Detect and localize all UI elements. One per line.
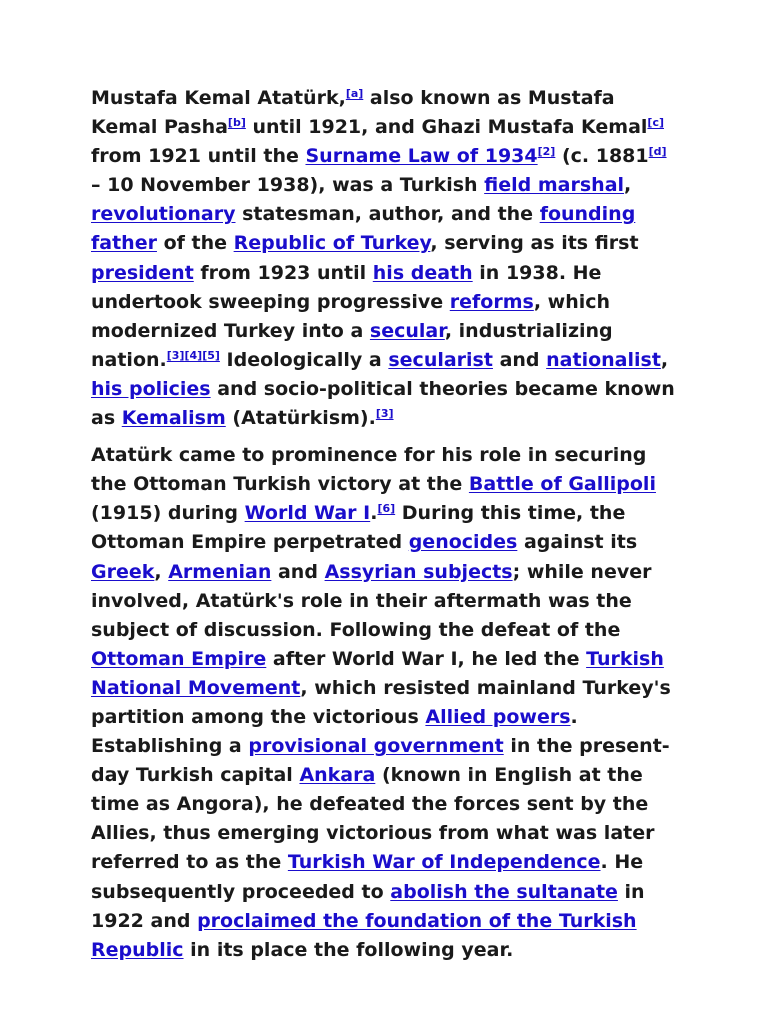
text-run: During this time, the Ottoman Empire perpetrated <box>91 502 626 554</box>
text-run: also known as Mustafa Kemal Pasha <box>91 87 615 139</box>
text-run: in 1922 and <box>91 880 645 932</box>
link-turkish-war-of-independence[interactable]: Turkish War of Independence <box>287 851 601 874</box>
text-run: , <box>660 348 669 371</box>
link-turkish-national-movement[interactable]: Turkish National Movement <box>91 647 664 699</box>
text-run: from 1923 until <box>193 261 373 284</box>
citation-link[interactable]: [2] <box>537 145 556 159</box>
text-run: statesman, author, and the <box>235 203 540 226</box>
text-run: of the <box>156 232 234 255</box>
link-nationalist[interactable]: nationalist <box>546 348 661 371</box>
paragraph <box>91 84 681 433</box>
text-run: . Establishing a <box>91 705 578 758</box>
text-run: , which resisted mainland Turkey's partition among the victorious <box>91 676 671 728</box>
text-run: (1915) during <box>91 502 245 525</box>
link-surname-law-of-1934[interactable]: Surname Law of 1934 <box>305 145 538 168</box>
text-run: Mustafa Kemal Atatürk, <box>91 87 346 109</box>
link-kemalism[interactable]: Kemalism <box>121 407 226 430</box>
text-run: in the present-day Turkish capital <box>91 735 670 787</box>
text-run: . <box>370 502 378 525</box>
link-revolutionary[interactable]: revolutionary <box>91 203 236 226</box>
text-run: in 1938. He undertook sweeping progressive <box>91 261 602 313</box>
text-run: in its place the following year. <box>183 938 514 961</box>
text-run: , which modernized Turkey into a <box>91 290 611 342</box>
link-provisional-government[interactable]: provisional government <box>248 735 504 758</box>
link-genocides[interactable]: genocides <box>408 531 518 554</box>
link-secular[interactable]: secular <box>369 319 445 342</box>
text-run: , <box>154 560 169 583</box>
text-run: and <box>492 348 547 371</box>
article-body <box>91 84 681 973</box>
text-run: (Atatürkism). <box>225 407 376 430</box>
citation <box>202 349 220 362</box>
citation-link[interactable]: [d] <box>648 145 667 159</box>
text-run: , industrializing nation. <box>91 319 613 371</box>
link-ankara[interactable]: Ankara <box>299 764 376 787</box>
citation-link[interactable]: [4] <box>184 348 203 362</box>
text-run: Ideologically a <box>219 348 389 371</box>
link-secularist[interactable]: secularist <box>388 348 493 371</box>
link-field-marshal[interactable]: field marshal <box>484 174 625 197</box>
link-his-death[interactable]: his death <box>372 261 473 284</box>
link-ottoman-empire[interactable]: Ottoman Empire <box>91 647 267 670</box>
link-assyrian-subjects[interactable]: Assyrian subjects <box>324 560 513 583</box>
citation-link[interactable]: [c] <box>647 116 664 130</box>
link-armenian[interactable]: Armenian <box>168 560 272 583</box>
link-his-policies[interactable]: his policies <box>91 377 211 400</box>
citation <box>377 502 395 515</box>
citation <box>647 116 664 129</box>
text-run: , <box>624 174 632 197</box>
link-greek[interactable]: Greek <box>91 560 155 583</box>
text-run: from 1921 until the <box>91 145 306 168</box>
citation-link[interactable]: [a] <box>345 87 364 100</box>
citation-link[interactable]: [3] <box>375 407 394 421</box>
text-run: and socio-political theories became known as <box>91 377 675 430</box>
citation-link[interactable]: [6] <box>377 502 396 516</box>
text-run: ; while never involved, Atatürk's role in their aftermath was the subject of discussion. Following the defeat of the <box>91 560 652 641</box>
citation-link[interactable]: [b] <box>227 116 246 130</box>
link-president[interactable]: president <box>91 261 194 284</box>
text-run: – 10 November 1938), was a Turkish <box>91 174 485 197</box>
citation <box>228 116 246 129</box>
text-run: Atatürk came to prominence for his role in securing the Ottoman Turkish victory at the <box>91 444 647 496</box>
text-run: , serving as its first <box>430 232 639 255</box>
citation <box>346 87 363 100</box>
link-world-war-i[interactable]: World War I <box>244 502 371 525</box>
link-reforms[interactable]: reforms <box>449 290 534 313</box>
link-republic-of-turkey[interactable]: Republic of Turkey <box>233 232 431 255</box>
text-run: and <box>271 560 325 583</box>
citation-link[interactable]: [5] <box>202 348 220 362</box>
text-run: (c. 1881 <box>555 145 649 168</box>
link-abolish-the-sultanate[interactable]: abolish the sultanate <box>390 880 618 903</box>
citation <box>538 145 556 158</box>
paragraph <box>91 441 681 965</box>
citation <box>167 349 185 362</box>
text-run: (known in English at the time as Angora), he defeated the forces sent by the Allies, thus emerging victorious from what was later referred to as the <box>91 764 655 874</box>
citation <box>184 349 202 362</box>
text-run: . He subsequently proceeded to <box>91 851 644 903</box>
link-proclaimed-the-foundation-of-the-turkish-republic[interactable]: proclaimed the foundation of the Turkish Republic <box>91 909 637 961</box>
text-run: against its <box>517 531 638 554</box>
text-run: after World War I, he led the <box>266 647 587 670</box>
link-founding-father[interactable]: founding father <box>91 203 636 255</box>
citation <box>649 145 667 158</box>
link-battle-of-gallipoli[interactable]: Battle of Gallipoli <box>468 473 656 496</box>
link-allied-powers[interactable]: Allied powers <box>425 705 571 728</box>
citation-link[interactable]: [3] <box>166 348 185 362</box>
citation <box>376 407 394 420</box>
text-run: until 1921, and Ghazi Mustafa Kemal <box>245 116 648 139</box>
